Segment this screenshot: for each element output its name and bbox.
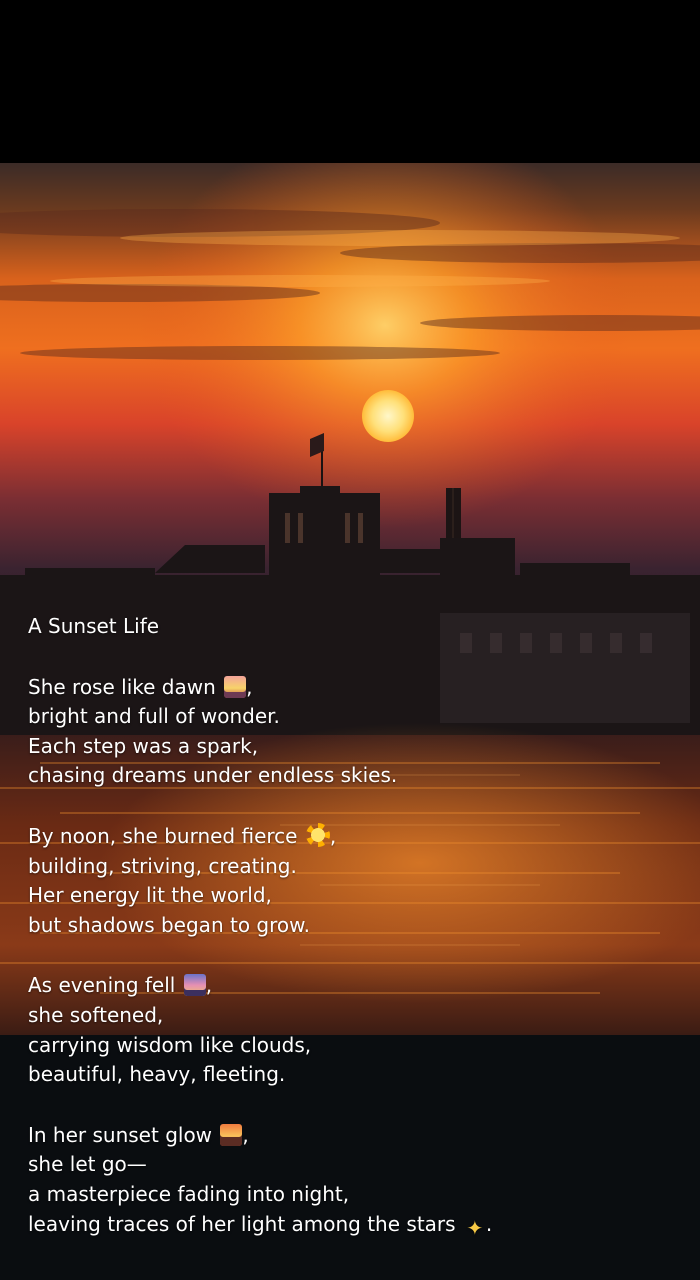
poem-line: Her energy lit the world, [28,883,272,908]
poem-line: she softened, [28,1002,164,1027]
poem-title: A Sunset Life [28,614,160,638]
poem-overlay [28,612,688,1239]
poem-line: beautiful, heavy, fleeting. [28,1062,286,1087]
top-letterbox [0,0,700,163]
sun-icon [306,823,330,847]
poem-line: a masterpiece fading into night, [28,1181,350,1206]
sunset-icon [184,974,206,996]
poem-line: chasing dreams under endless skies. [28,763,398,788]
sun-shape [362,390,414,442]
poem-line: She rose like dawn , [28,674,253,699]
poem-line: As evening fell , [28,973,213,998]
city-sunset-icon [220,1124,242,1146]
sunrise-icon [224,676,246,698]
poem-line: carrying wisdom like clouds, [28,1032,312,1057]
poem-line: but shadows began to grow. [28,912,311,937]
sparkles-icon [464,1217,486,1239]
poem-line: Each step was a spark, [28,733,259,758]
poem-line: In her sunset glow , [28,1122,249,1147]
poem-line: bright and full of wonder. [28,704,280,729]
poem-line: she let go— [28,1152,147,1177]
poem-line: By noon, she burned fierce , [28,823,337,848]
poem-line: leaving traces of her light among the stars ✦ . [28,1210,688,1240]
poem-line: building, striving, creating. [28,853,297,878]
